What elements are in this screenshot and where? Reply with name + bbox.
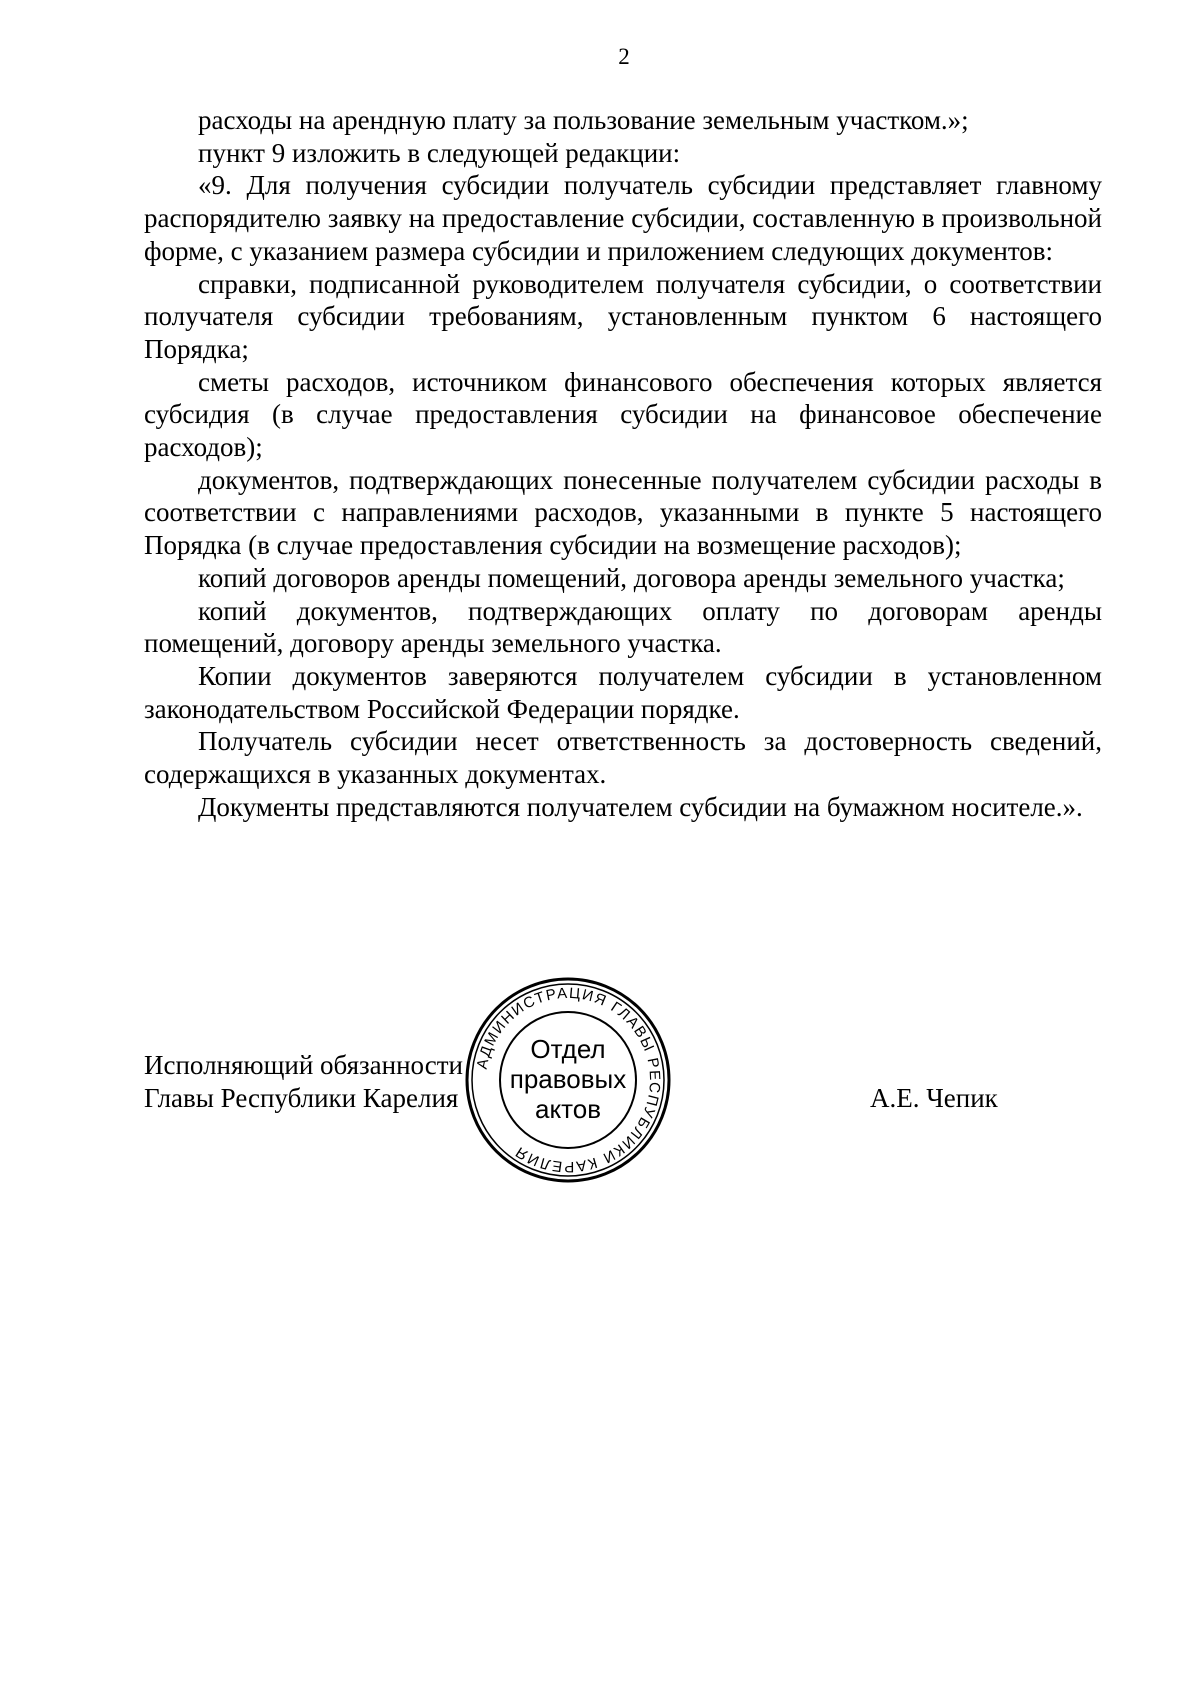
page-number: 2 (618, 44, 630, 69)
paragraph: справки, подписанной руководителем получателя субсидии, о соответствии получателя субсидии требованиям, установленным пунктом 6 настоящего Порядка; (144, 268, 1102, 364)
paragraph: Документы представляются получателем субсидии на бумажном носителе.». (198, 791, 1083, 822)
paragraph: сметы расходов, источником финансового обеспечения которых является субсидия (в случае предоставления субсидии на финансовое обеспечение расходов); (144, 366, 1102, 463)
paragraph: расходы на арендную плату за пользование земельным участком.»; (198, 105, 969, 135)
paragraph: копий договоров аренды помещений, договора аренды земельного участка; (198, 562, 1065, 593)
stamp-center-text: Отдел (530, 1034, 606, 1064)
paragraph: документов, подтверждающих понесенные получателем субсидии расходы в соответствии с направлениями расходов, указанными в пункте 5 настоящего Порядка (в случае предоставления субсидии на возмещение расходов); (144, 464, 1102, 561)
document-body (144, 104, 1102, 823)
signatory-name: А.Е. Чепик (870, 1083, 998, 1113)
paragraph: копий документов, подтверждающих оплату по договорам аренды помещений, договору аренды земельного участка. (144, 595, 1102, 659)
stamp-center-text: актов (534, 1094, 602, 1124)
signatory-position (144, 1049, 463, 1114)
stamp-center-text: правовых (509, 1064, 627, 1094)
signatory-position-line: Исполняющий обязанности (144, 1050, 463, 1080)
paragraph: Копии документов заверяются получателем субсидии в установленном законодательством Российской Федерации порядке. (144, 660, 1102, 724)
official-stamp (463, 975, 673, 1185)
signatory-position-line: Главы Республики Карелия (144, 1082, 459, 1113)
paragraph: «9. Для получения субсидии получатель субсидии представляет главному распорядителю заявку на предоставление субсидии, составленную в произвольной форме, с указанием размера субсидии и приложением следующих документов: (144, 170, 1102, 266)
paragraph: Получатель субсидии несет ответственность за достоверность сведений, содержащихся в указанных документах. (144, 726, 1102, 790)
stamp-ring-text: АДМИНИСТРАЦИЯ ГЛАВЫ РЕСПУБЛИКИ КАРЕЛИЯ (473, 984, 664, 1176)
paragraph: пункт 9 изложить в следующей редакции: (198, 137, 681, 168)
